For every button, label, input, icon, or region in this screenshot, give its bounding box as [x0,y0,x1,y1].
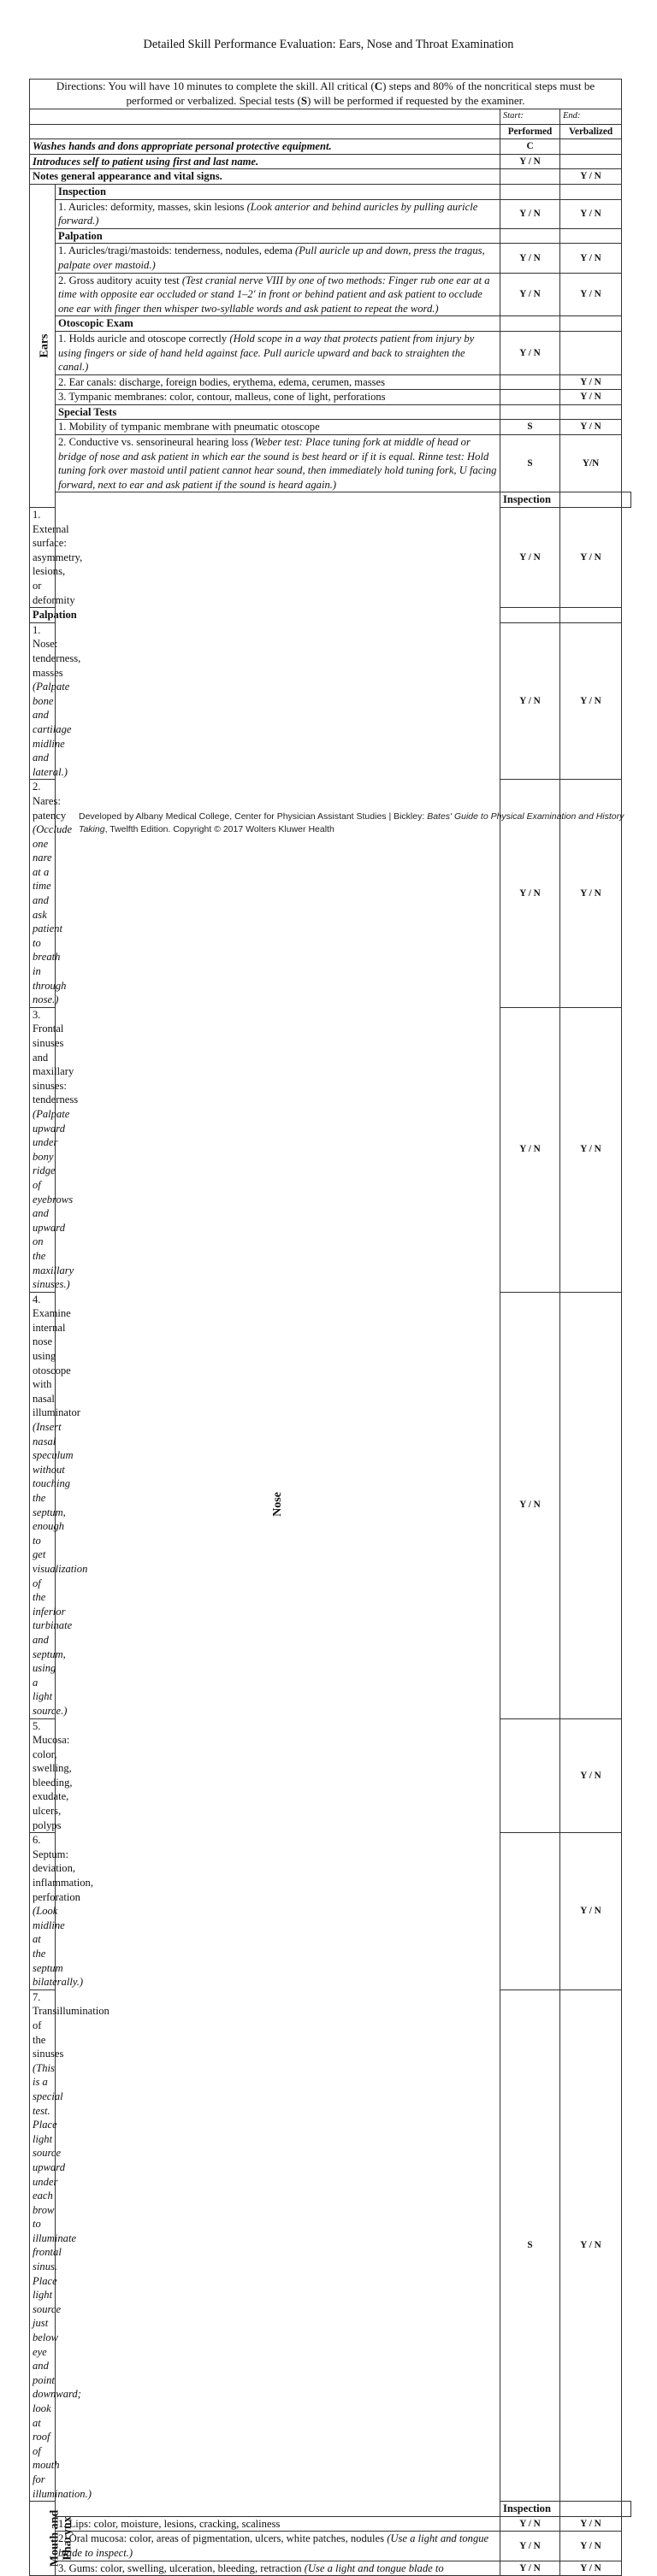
step-text: 1. Nose: tenderness, masses (Palpate bone and cartilage midline and lateral.) [30,622,56,780]
general-step-row [30,154,631,169]
performed-mark[interactable]: Y / N [500,1292,560,1718]
step-row [30,2561,631,2576]
general-step-row [30,139,631,155]
performed-mark[interactable]: Y / N [500,244,560,273]
step-row [30,331,631,374]
step-row [30,374,631,390]
verbalized-mark[interactable]: Y / N [560,420,622,435]
document-title: Detailed Skill Performance Evaluation: Ears, Nose and Throat Examination [143,38,514,51]
evaluation-table [29,79,631,2576]
performed-mark[interactable]: S [500,420,560,435]
performed-mark[interactable]: Y / N [500,154,560,169]
performed-mark[interactable]: S [500,1989,560,2501]
performed-mark[interactable] [500,390,560,405]
subsection-heading: Inspection [56,184,500,199]
performed-mark[interactable]: Y / N [500,780,560,1008]
step-text: 2. Nares: patency (Occlude one nare at a time and ask patient to breath in through nose.) [30,780,56,1008]
verbalized-mark[interactable]: Y / N [560,273,622,316]
verbalized-mark[interactable]: Y / N [560,390,622,405]
performed-header: Performed [500,124,560,139]
verbalized-mark[interactable] [560,1292,622,1718]
verbalized-mark[interactable]: Y / N [560,1007,622,1292]
verbalized-mark[interactable]: Y / N [560,622,622,780]
step-text: 2. Gross auditory acuity test (Test cranial nerve VIII by one of two methods: Finger rub one ear at a time with opposite ear occluded or stand 1–2′ in front or behind patient and ask patient to occlude one ear with finger then whisper two-syllable words and ask patient to repeat the word.) [56,273,500,316]
performed-mark[interactable]: Y / N [500,273,560,316]
subsection-heading: Palpation [30,608,56,623]
directions-text: Directions: You will have 10 minutes to complete the skill. All critical (C) steps and 80% of the noncritical steps must be performed or verbalized. Special tests (S) will be performed if requested by the examiner. [30,80,622,109]
subsection-heading: Inspection [500,2502,560,2517]
step-text: 2. Ear canals: discharge, foreign bodies, erythema, edema, cerumen, masses [56,374,500,390]
verbalized-mark[interactable]: Y / N [560,1833,622,1990]
performed-mark[interactable] [500,169,560,185]
step-text: 4. Examine internal nose using otoscope with nasal illuminator (Insert nasal speculum without touching the septum, enough to get visualization of the inferior turbinate and septum, using a light source.) [30,1292,56,1718]
subsection-heading: Palpation [56,228,500,244]
step-text: 3. Frontal sinuses and maxillary sinuses: tenderness (Palpate upward under bony ridge of eyebrows and upward on the maxillary sinuses.) [30,1007,56,1292]
verbalized-mark[interactable]: Y / N [560,244,622,273]
verbalized-header: Verbalized [560,124,622,139]
step-row [30,2516,631,2532]
verbalized-mark[interactable]: Y / N [560,2561,622,2576]
verbalized-mark[interactable]: Y / N [560,1989,622,2501]
step-text: 3. Tympanic membranes: color, contour, malleus, cone of light, perforations [56,390,500,405]
performed-mark[interactable]: C [500,139,560,155]
ears-special-header [30,404,631,420]
nose-inspection-header [30,492,631,508]
nose-section-label: Nose [56,492,500,2516]
ears-section-label: Ears [30,184,56,507]
step-text: 1. Lips: color, moisture, lesions, cracking, scaliness [56,2516,500,2532]
step-row [30,2532,631,2561]
performed-mark[interactable]: Y / N [500,331,560,374]
step-text: Washes hands and dons appropriate personal protective equipment. [30,139,500,155]
verbalized-mark[interactable]: Y / N [560,2532,622,2561]
performed-mark[interactable]: Y / N [500,2532,560,2561]
ears-palpation-header [30,228,631,244]
performed-mark[interactable]: Y / N [500,2561,560,2576]
step-text: 6. Septum: deviation, inflammation, perforation (Look midline at the septum bilaterally.) [30,1833,56,1990]
directions-row [30,80,631,109]
step-text: 3. Gums: color, swelling, ulceration, bleeding, retraction (Use a light and tongue blade to [56,2561,500,2576]
step-row [30,420,631,435]
performed-mark[interactable]: Y / N [500,199,560,228]
performed-mark[interactable]: Y / N [500,622,560,780]
verbalized-mark[interactable]: Y / N [560,780,622,1008]
step-row [30,390,631,405]
step-text: 1. External surface: asymmetry, lesions, or deformity [30,508,56,608]
step-text: 2. Conductive vs. sensorineural hearing loss (Weber test: Place tuning fork at middle of head or bridge of nose and ask patient in which ear the sound is best heard or if it is equal. Rinne test: Hold tuning fork over mastoid until patient cannot hear sound, then immediately hold tuning fork, U facing forward, next to ear and ask patient if the sound is heard again.) [56,435,500,492]
verbalized-mark[interactable]: Y / N [560,1718,622,1833]
performed-mark[interactable] [500,1833,560,1990]
step-text: Notes general appearance and vital signs. [30,169,500,185]
subsection-heading: Inspection [500,492,560,508]
mouth-pharynx-section-label: Mouth and Pharynx [30,2502,56,2576]
step-row [30,273,631,316]
verbalized-mark[interactable] [560,139,622,155]
ears-inspection-header [30,184,631,199]
step-text: 5. Mucosa: color, swelling, bleeding, exudate, ulcers, polyps [30,1718,56,1833]
general-step-row [30,169,631,185]
verbalized-mark[interactable]: Y / N [560,2516,622,2532]
book-title: Bates' Guide to Physical Examination and History Taking [79,811,624,834]
step-row [30,435,631,492]
step-text: Introduces self to patient using first and last name. [30,154,500,169]
performed-mark[interactable] [500,1718,560,1833]
step-text: 1. Auricles/tragi/mastoids: tenderness, nodules, edema (Pull auricle up and down, press the tragus, palpate over mastoid.) [56,244,500,273]
step-row [30,244,631,273]
verbalized-mark[interactable]: Y / N [560,169,622,185]
step-text: 1. Holds auricle and otoscope correctly (Hold scope in a way that protects patient from injury by using fingers or side of hand held against face. Pull auricle upward and back to straighten the canal.) [56,331,500,374]
verbalized-mark[interactable]: Y / N [560,374,622,390]
step-text: 2. Oral mucosa: color, areas of pigmentation, ulcers, white patches, nodules (Use a light and tongue blade to inspect.) [56,2532,500,2561]
verbalized-mark[interactable] [560,331,622,374]
verbalized-mark[interactable]: Y/N [560,435,622,492]
verbalized-mark[interactable]: Y / N [560,199,622,228]
performed-mark[interactable]: Y / N [500,508,560,608]
start-time-field[interactable]: Start: [500,109,560,125]
step-text: 1. Mobility of tympanic membrane with pneumatic otoscope [56,420,500,435]
step-row [30,199,631,228]
end-time-field[interactable]: End: [560,109,622,125]
subsection-heading: Special Tests [56,404,500,420]
subsection-heading: Otoscopic Exam [56,316,500,332]
performed-mark[interactable]: Y / N [500,1007,560,1292]
performed-mark[interactable] [500,374,560,390]
performed-mark[interactable]: S [500,435,560,492]
column-header-row [30,124,631,139]
verbalized-mark[interactable]: Y / N [560,508,622,608]
footer-credit: Developed by Albany Medical College, Center for Physician Assistant Studies | Bickley: Bates' Guide to Physical Examination and History Taking, Twelfth Edition. Copyright © 2017 Wolters Kluwer Health [79,811,624,834]
step-text: 7. Transillumination of the sinuses (This is a special test. Place light source upward under each brow to illuminate frontal sinus. Place light source just below eye and point downward; look at roof of mouth for illumination.) [30,1989,56,2501]
ears-otoscopic-header [30,316,631,332]
performed-mark[interactable]: Y / N [500,2516,560,2532]
verbalized-mark[interactable] [560,154,622,169]
step-text: 1. Auricles: deformity, masses, skin lesions (Look anterior and behind auricles by pulling auricle forward.) [56,199,500,228]
time-row [30,109,631,125]
